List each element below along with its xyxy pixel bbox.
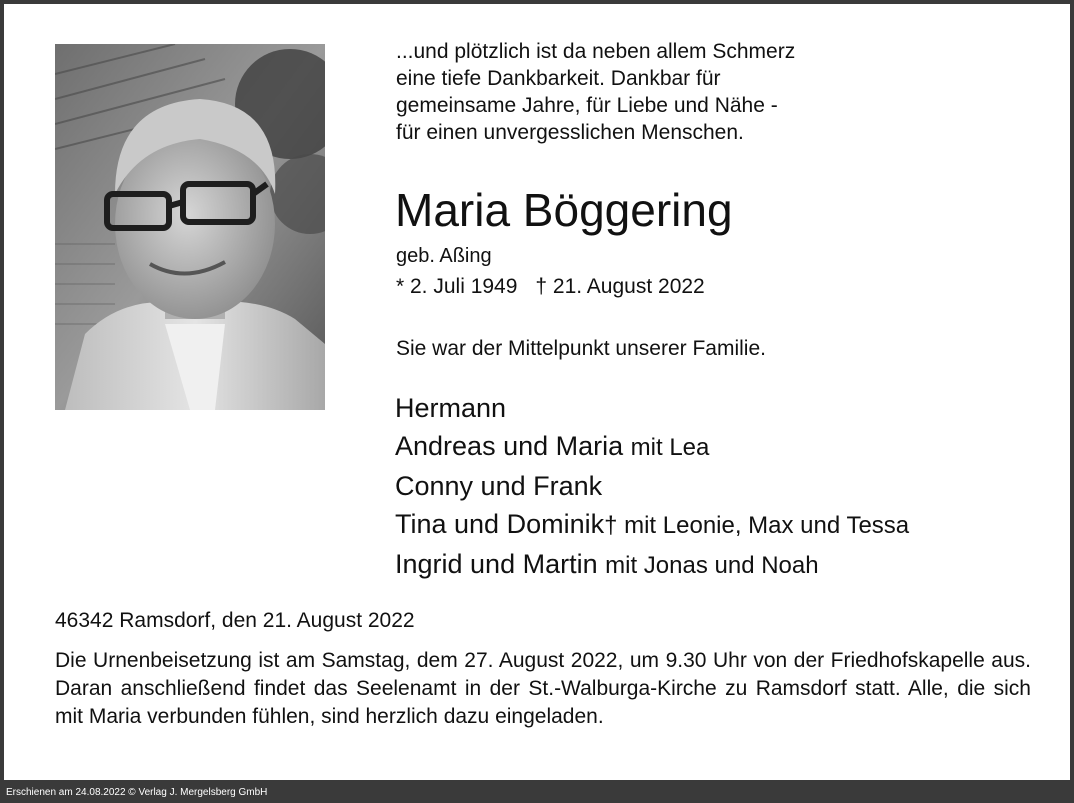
mourner-row [395, 389, 909, 427]
poem-line: für einen unvergesslichen Menschen. [396, 121, 744, 144]
mourner-name: Tina und Dominik [395, 509, 605, 539]
obituary-card [4, 4, 1070, 780]
poem [396, 38, 795, 146]
mourner-row [395, 505, 909, 545]
mourner-name: Andreas und Maria [395, 431, 624, 461]
service-info: Die Urnenbeisetzung ist am Samstag, dem 27. August 2022, um 9.30 Uhr von der Friedhofskapelle aus. Daran anschließend findet das Seelenamt in der St.-Walburga-Kirche zu Ramsdorf statt. Alle, die sich mit Maria verbunden fühlen, sind herzlich dazu eingeladen. [55, 649, 1031, 728]
born-name: geb. Aßing [396, 245, 492, 267]
mourner-name: Conny und Frank [395, 471, 603, 501]
poem-line: gemeinsame Jahre, für Liebe und Nähe - [396, 94, 778, 117]
birth-date: * 2. Juli 1949 [396, 275, 518, 298]
portrait-photo [55, 44, 325, 410]
mourner-name: Hermann [395, 393, 507, 423]
mourner-with: † mit Leonie, Max und Tessa [604, 512, 910, 539]
poem-line: ...und plötzlich ist da neben allem Schmerz [396, 40, 796, 63]
mourners-list [395, 389, 909, 585]
mourner-with: mit Jonas und Noah [605, 552, 819, 579]
poem-line: eine tiefe Dankbarkeit. Dankbar für [396, 67, 721, 90]
mourner-row [395, 545, 909, 585]
tribute-text: Sie war der Mittelpunkt unserer Familie. [396, 337, 766, 360]
mourner-row [395, 427, 909, 467]
death-date: † 21. August 2022 [535, 275, 705, 298]
deceased-name: Maria Böggering [395, 184, 733, 236]
life-dates [396, 273, 705, 301]
mourner-name: Ingrid und Martin [395, 549, 598, 579]
place-date: 46342 Ramsdorf, den 21. August 2022 [55, 609, 415, 632]
mourner-row [395, 467, 909, 505]
mourner-with: mit Lea [630, 434, 710, 461]
publication-footer: Erschienen am 24.08.2022 © Verlag J. Mergelsberg GmbH [6, 787, 268, 798]
